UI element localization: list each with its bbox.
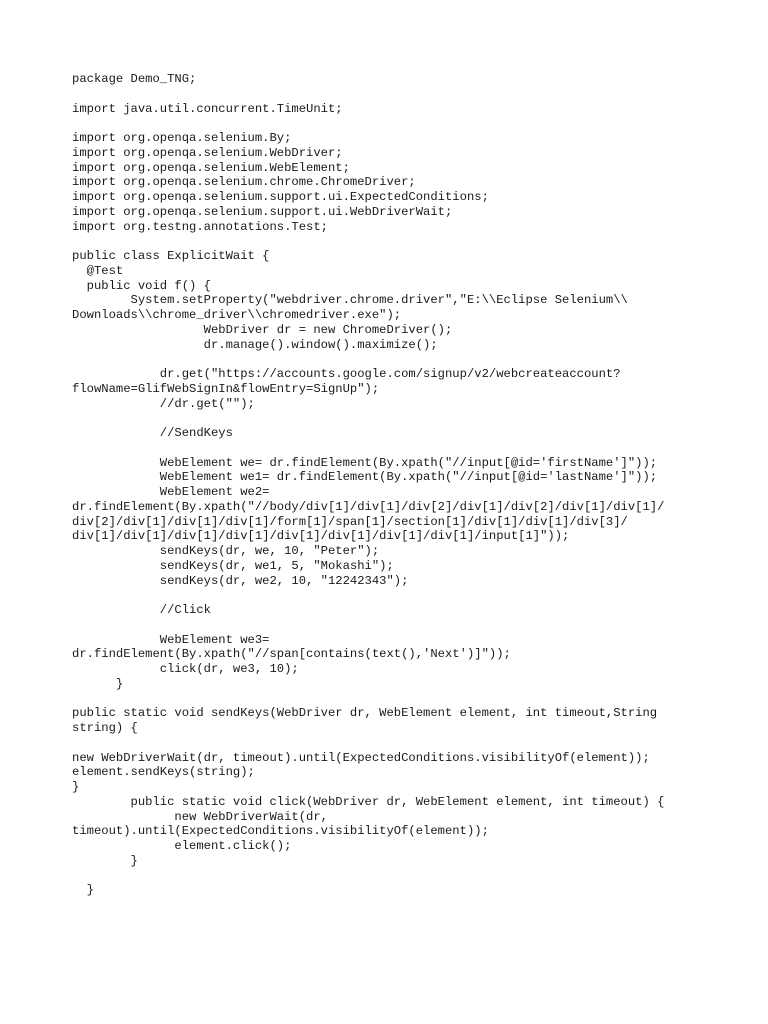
code-line: flowName=GlifWebSignIn&flowEntry=SignUp"); bbox=[72, 381, 380, 396]
code-line: div[2]/div[1]/div[1]/div[1]/form[1]/span[1]/section[1]/div[1]/div[1]/div[3]/ bbox=[72, 514, 628, 529]
code-line: dr.findElement(By.xpath("//span[contains(text(),'Next')]")); bbox=[72, 647, 511, 662]
code-line: import org.openqa.selenium.WebElement; bbox=[72, 160, 350, 175]
code-line: } bbox=[72, 853, 138, 868]
code-line: public static void sendKeys(WebDriver dr, WebElement element, int timeout,String bbox=[72, 706, 658, 721]
code-line: public static void click(WebDriver dr, WebElement element, int timeout) { bbox=[72, 794, 665, 809]
code-line bbox=[72, 87, 732, 102]
code-line: WebElement we1= dr.findElement(By.xpath("//input[@id='lastName']")); bbox=[72, 470, 658, 485]
code-line: string) { bbox=[72, 721, 138, 735]
code-line bbox=[72, 588, 732, 603]
code-listing bbox=[72, 72, 732, 898]
code-line: import org.openqa.selenium.By; bbox=[72, 131, 292, 145]
code-line bbox=[72, 692, 732, 707]
code-line: new WebDriverWait(dr, bbox=[72, 809, 328, 824]
code-line: click(dr, we3, 10); bbox=[72, 662, 299, 676]
code-line: public class ExplicitWait { bbox=[72, 249, 270, 263]
code-line: timeout).until(ExpectedConditions.visibilityOf(element)); bbox=[72, 824, 489, 839]
code-line: //dr.get(""); bbox=[72, 396, 255, 411]
code-line: element.click(); bbox=[72, 839, 292, 853]
code-line bbox=[72, 441, 732, 456]
code-line bbox=[72, 234, 732, 249]
code-line: sendKeys(dr, we, 10, "Peter"); bbox=[72, 544, 380, 558]
code-line: Downloads\\chrome_driver\\chromedriver.exe"); bbox=[72, 308, 402, 322]
code-line: WebElement we3= bbox=[72, 632, 270, 647]
code-line: sendKeys(dr, we2, 10, "12242343"); bbox=[72, 573, 409, 588]
code-line: import org.openqa.selenium.support.ui.ExpectedConditions; bbox=[72, 190, 489, 204]
code-line bbox=[72, 618, 732, 633]
code-line: System.setProperty("webdriver.chrome.driver","E:\\Eclipse Selenium\\ bbox=[72, 293, 628, 308]
code-line bbox=[72, 869, 732, 884]
code-line: //Click bbox=[72, 603, 211, 617]
code-line: WebDriver dr = new ChromeDriver(); bbox=[72, 322, 453, 337]
code-line: sendKeys(dr, we1, 5, "Mokashi"); bbox=[72, 558, 394, 573]
code-line: dr.manage().window().maximize(); bbox=[72, 337, 438, 352]
code-line: } bbox=[72, 883, 94, 898]
code-line: dr.get("https://accounts.google.com/signup/v2/webcreateaccount? bbox=[72, 367, 621, 381]
code-line: element.sendKeys(string); bbox=[72, 765, 255, 780]
code-line: import org.testng.annotations.Test; bbox=[72, 219, 328, 234]
code-line: public void f() { bbox=[72, 278, 211, 293]
code-line: //SendKeys bbox=[72, 426, 233, 440]
code-line: package Demo_TNG; bbox=[72, 72, 197, 86]
code-line bbox=[72, 116, 732, 131]
code-line bbox=[72, 411, 732, 426]
code-line: import org.openqa.selenium.WebDriver; bbox=[72, 145, 343, 160]
code-line bbox=[72, 736, 732, 751]
code-line: dr.findElement(By.xpath("//body/div[1]/div[1]/div[2]/div[1]/div[2]/div[1]/div[1]/ bbox=[72, 499, 665, 514]
code-line: import org.openqa.selenium.chrome.ChromeDriver; bbox=[72, 175, 416, 190]
code-line: import org.openqa.selenium.support.ui.WebDriverWait; bbox=[72, 204, 453, 219]
code-line: WebElement we2= bbox=[72, 485, 270, 499]
code-line: new WebDriverWait(dr, timeout).until(ExpectedConditions.visibilityOf(element)); bbox=[72, 750, 650, 765]
code-line: div[1]/div[1]/div[1]/div[1]/div[1]/div[1]/div[1]/div[1]/input[1]")); bbox=[72, 529, 570, 544]
code-line: } bbox=[72, 780, 80, 794]
code-line bbox=[72, 352, 732, 367]
code-line: WebElement we= dr.findElement(By.xpath("//input[@id='firstName']")); bbox=[72, 455, 658, 470]
code-line: } bbox=[72, 676, 124, 691]
code-line: @Test bbox=[72, 263, 124, 278]
code-line: import java.util.concurrent.TimeUnit; bbox=[72, 101, 343, 116]
